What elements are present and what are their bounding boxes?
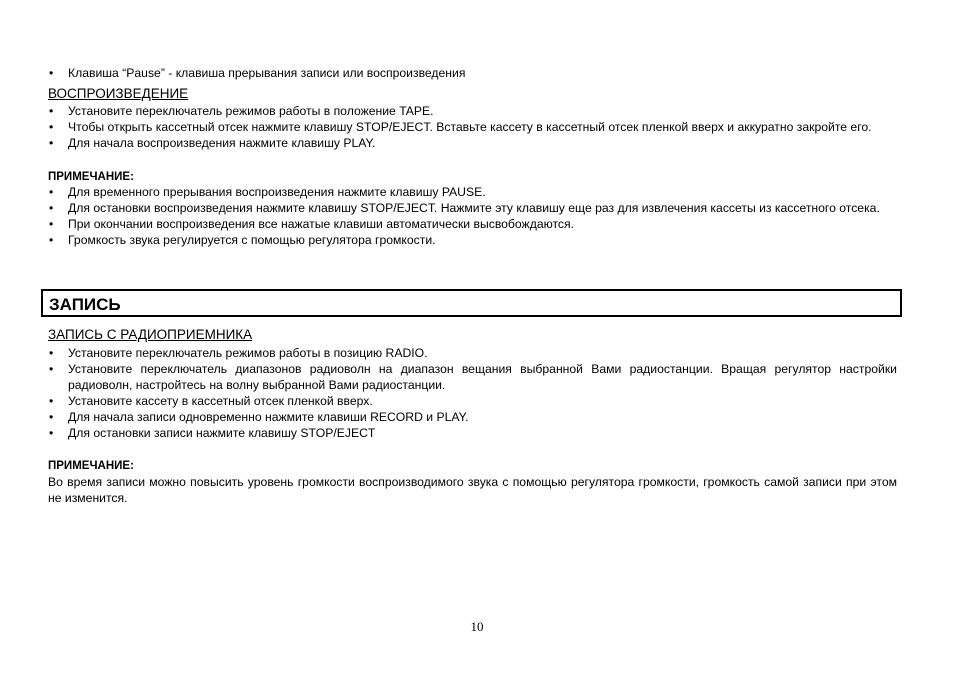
recording-list bbox=[48, 345, 897, 441]
bullet-icon: • bbox=[49, 66, 54, 80]
recording-heading: ЗАПИСЬ С РАДИОПРИЕМНИКА bbox=[48, 327, 253, 342]
list-item: • Установите переключатель режимов работы в положение TAPE. bbox=[49, 104, 434, 118]
top-bullet-list bbox=[48, 65, 897, 81]
bullet-icon: • bbox=[49, 394, 54, 408]
playback-list bbox=[48, 103, 897, 151]
list-item: • Для остановки записи нажмите клавишу STOP/EJECT bbox=[49, 426, 376, 440]
bullet-icon: • bbox=[49, 185, 54, 199]
list-item: • Установите кассету в кассетный отсек пленкой вверх. bbox=[49, 394, 373, 408]
bullet-icon: • bbox=[49, 201, 54, 215]
bullet-icon: • bbox=[49, 120, 54, 134]
bullet-icon: • bbox=[49, 362, 54, 376]
list-item: • Клавиша “Pause” - клавиша прерывания записи или воспроизведения bbox=[49, 66, 466, 80]
recording-section-header bbox=[41, 289, 902, 317]
bullet-icon: • bbox=[49, 233, 54, 247]
recording-note-text: Во время записи можно повысить уровень громкости воспроизводимого звука с помощью регулятора громкости, громкость самой записи при этом не изменится. bbox=[48, 475, 897, 505]
list-item: • Для начала воспроизведения нажмите клавишу PLAY. bbox=[49, 136, 376, 150]
list-item: • Громкость звука регулируется с помощью регулятора громкости. bbox=[49, 233, 436, 247]
page-number: 10 bbox=[470, 619, 484, 634]
playback-heading: ВОСПРОИЗВЕДЕНИЕ bbox=[48, 86, 189, 101]
bullet-icon: • bbox=[49, 104, 54, 118]
list-item: • Для временного прерывания воспроизведения нажмите клавишу PAUSE. bbox=[49, 185, 486, 199]
bullet-icon: • bbox=[49, 426, 54, 440]
bullet-icon: • bbox=[49, 217, 54, 231]
recording-section-title: ЗАПИСЬ bbox=[49, 295, 121, 314]
list-item: • При окончании воспроизведения все нажатые клавиши автоматически высвобождаются. bbox=[49, 217, 574, 231]
recording-note-label: ПРИМЕЧАНИЕ: bbox=[48, 460, 134, 472]
list-item: • Чтобы открыть кассетный отсек нажмите клавишу STOP/EJECT. Вставьте кассету в кассетный отсек пленкой вверх и аккуратно закройте его. bbox=[49, 120, 872, 134]
bullet-icon: • bbox=[49, 346, 54, 360]
list-item: • Для остановки воспроизведения нажмите клавишу STOP/EJECT. Нажмите эту клавишу еще раз для извлечения кассеты из кассетного отсека. bbox=[49, 201, 880, 215]
list-item: • Установите переключатель диапазонов радиоволн на диапазон вещания выбранной Вами радиостанции. Вращая регулятор настройки радиоволн, настройтесь на волну выбранной Вами радиостанции. bbox=[49, 362, 897, 392]
list-item: • Для начала записи одновременно нажмите клавиши RECORD и PLAY. bbox=[49, 410, 469, 424]
playback-note-label: ПРИМЕЧАНИЕ: bbox=[48, 171, 134, 183]
bullet-icon: • bbox=[49, 136, 54, 150]
bullet-icon: • bbox=[49, 410, 54, 424]
playback-note-list bbox=[48, 184, 897, 248]
list-item: • Установите переключатель режимов работы в позицию RADIO. bbox=[49, 346, 428, 360]
